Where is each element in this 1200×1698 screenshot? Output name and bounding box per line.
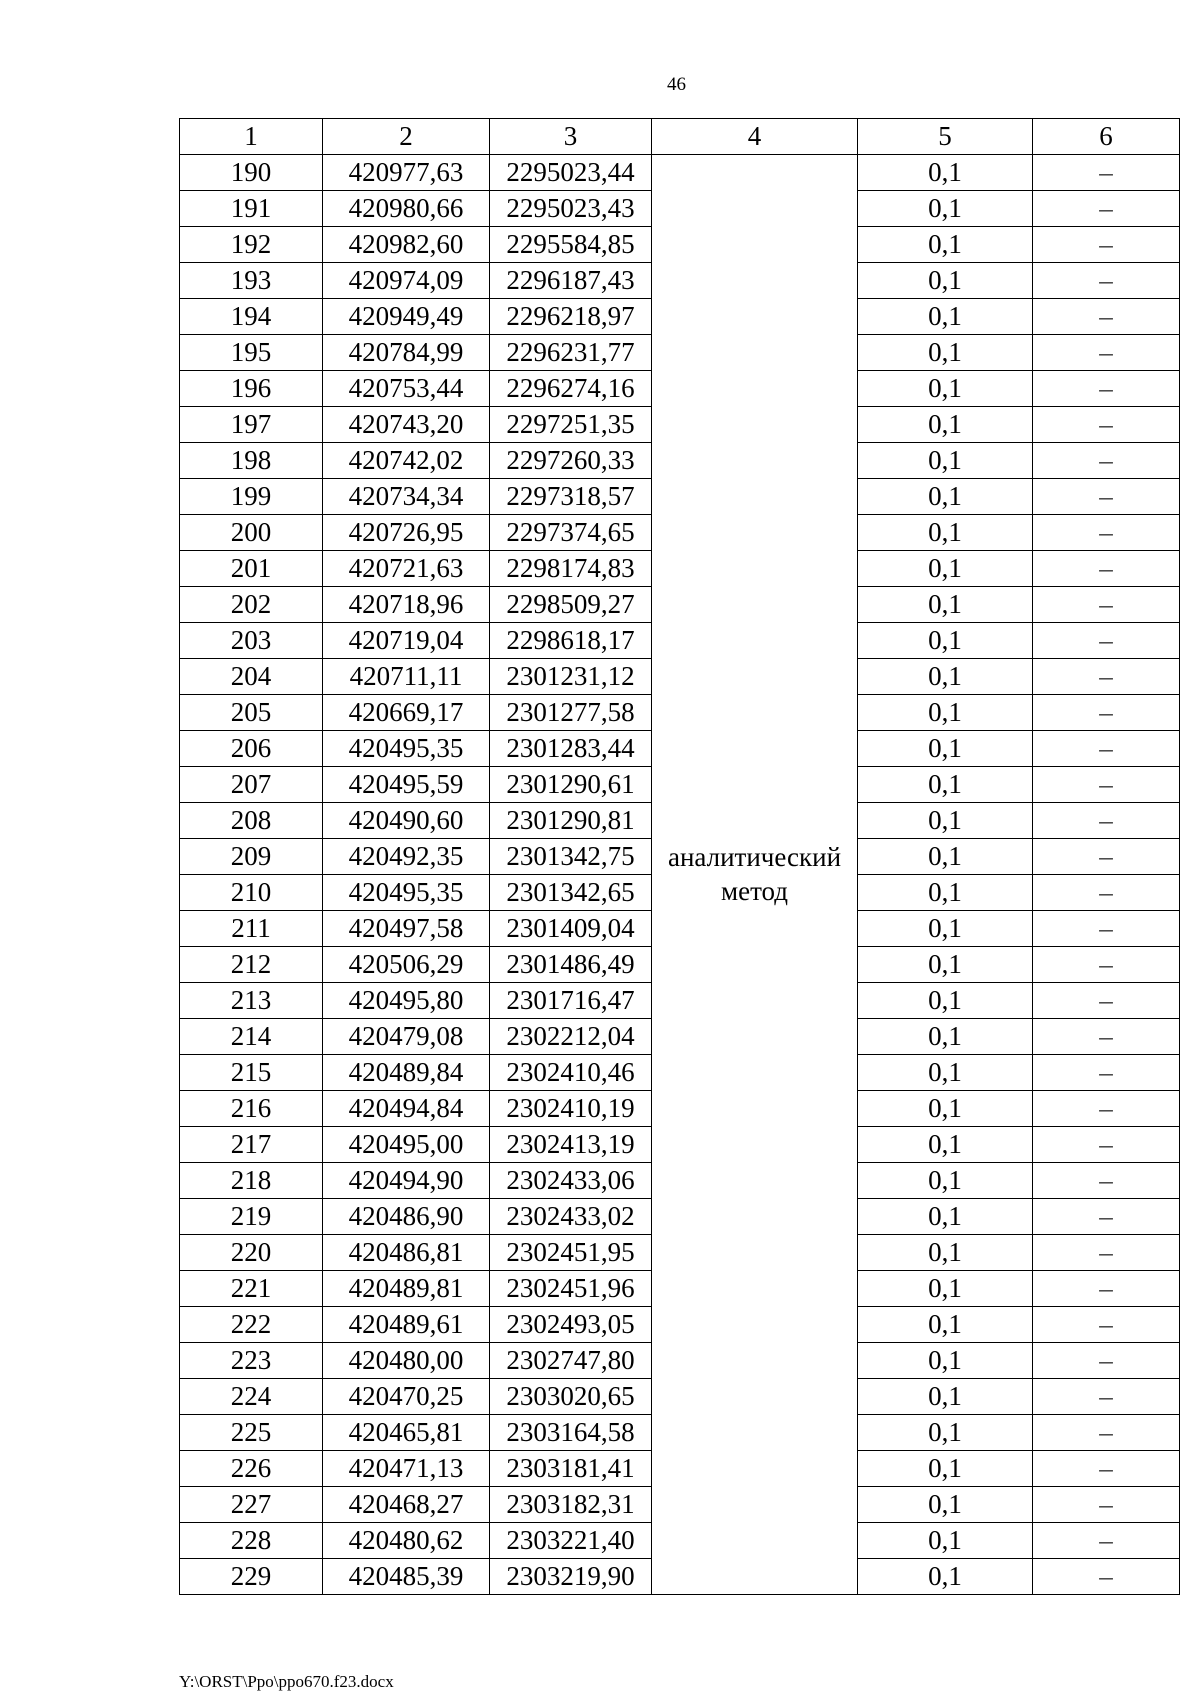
accuracy-cell: 0,1 [858,1415,1033,1451]
x-coordinate-cell: 420471,13 [323,1451,490,1487]
y-coordinate-cell: 2296274,16 [490,371,652,407]
y-coordinate-cell: 2302451,95 [490,1235,652,1271]
note-cell: – [1033,299,1180,335]
note-cell: – [1033,1235,1180,1271]
x-coordinate-cell: 420492,35 [323,839,490,875]
note-cell: – [1033,1343,1180,1379]
note-cell: – [1033,227,1180,263]
note-cell: – [1033,1307,1180,1343]
note-cell: – [1033,875,1180,911]
accuracy-cell: 0,1 [858,551,1033,587]
accuracy-cell: 0,1 [858,1091,1033,1127]
note-cell: – [1033,1271,1180,1307]
point-number-cell: 217 [180,1127,323,1163]
y-coordinate-cell: 2297260,33 [490,443,652,479]
note-cell: – [1033,1091,1180,1127]
y-coordinate-cell: 2295023,43 [490,191,652,227]
x-coordinate-cell: 420470,25 [323,1379,490,1415]
note-cell: – [1033,335,1180,371]
y-coordinate-cell: 2302747,80 [490,1343,652,1379]
point-number-cell: 226 [180,1451,323,1487]
x-coordinate-cell: 420486,90 [323,1199,490,1235]
note-cell: – [1033,515,1180,551]
y-coordinate-cell: 2296218,97 [490,299,652,335]
y-coordinate-cell: 2303181,41 [490,1451,652,1487]
point-number-cell: 218 [180,1163,323,1199]
point-number-cell: 203 [180,623,323,659]
accuracy-cell: 0,1 [858,1199,1033,1235]
table-row [180,155,1180,191]
y-coordinate-cell: 2296187,43 [490,263,652,299]
header-cell: 4 [652,119,858,155]
x-coordinate-cell: 420489,61 [323,1307,490,1343]
y-coordinate-cell: 2303020,65 [490,1379,652,1415]
accuracy-cell: 0,1 [858,1559,1033,1595]
y-coordinate-cell: 2303182,31 [490,1487,652,1523]
footer-file-path: Y:\ORST\Ppo\ppo670.f23.docx [179,1672,394,1691]
y-coordinate-cell: 2302410,46 [490,1055,652,1091]
y-coordinate-cell: 2297251,35 [490,407,652,443]
y-coordinate-cell: 2302410,19 [490,1091,652,1127]
accuracy-cell: 0,1 [858,1235,1033,1271]
point-number-cell: 191 [180,191,323,227]
accuracy-cell: 0,1 [858,767,1033,803]
point-number-cell: 207 [180,767,323,803]
note-cell: – [1033,911,1180,947]
note-cell: – [1033,371,1180,407]
y-coordinate-cell: 2301290,81 [490,803,652,839]
x-coordinate-cell: 420949,49 [323,299,490,335]
note-cell: – [1033,1163,1180,1199]
x-coordinate-cell: 420506,29 [323,947,490,983]
method-cell: аналитический метод [652,155,858,1595]
accuracy-cell: 0,1 [858,983,1033,1019]
point-number-cell: 216 [180,1091,323,1127]
note-cell: – [1033,191,1180,227]
point-number-cell: 224 [180,1379,323,1415]
point-number-cell: 209 [180,839,323,875]
point-number-cell: 205 [180,695,323,731]
y-coordinate-cell: 2301342,65 [490,875,652,911]
point-number-cell: 223 [180,1343,323,1379]
header-cell: 3 [490,119,652,155]
y-coordinate-cell: 2298174,83 [490,551,652,587]
note-cell: – [1033,479,1180,515]
point-number-cell: 213 [180,983,323,1019]
x-coordinate-cell: 420784,99 [323,335,490,371]
accuracy-cell: 0,1 [858,1127,1033,1163]
note-cell: – [1033,983,1180,1019]
accuracy-cell: 0,1 [858,1487,1033,1523]
note-cell: – [1033,659,1180,695]
accuracy-cell: 0,1 [858,1379,1033,1415]
x-coordinate-cell: 420977,63 [323,155,490,191]
point-number-cell: 220 [180,1235,323,1271]
x-coordinate-cell: 420480,62 [323,1523,490,1559]
y-coordinate-cell: 2295023,44 [490,155,652,191]
accuracy-cell: 0,1 [858,731,1033,767]
point-number-cell: 197 [180,407,323,443]
point-number-cell: 202 [180,587,323,623]
header-cell: 6 [1033,119,1180,155]
y-coordinate-cell: 2297374,65 [490,515,652,551]
header-cell: 1 [180,119,323,155]
accuracy-cell: 0,1 [858,299,1033,335]
x-coordinate-cell: 420485,39 [323,1559,490,1595]
note-cell: – [1033,407,1180,443]
point-number-cell: 195 [180,335,323,371]
note-cell: – [1033,1055,1180,1091]
x-coordinate-cell: 420468,27 [323,1487,490,1523]
y-coordinate-cell: 2296231,77 [490,335,652,371]
x-coordinate-cell: 420495,80 [323,983,490,1019]
point-number-cell: 212 [180,947,323,983]
point-number-cell: 210 [180,875,323,911]
y-coordinate-cell: 2302493,05 [490,1307,652,1343]
x-coordinate-cell: 420489,84 [323,1055,490,1091]
accuracy-cell: 0,1 [858,371,1033,407]
y-coordinate-cell: 2303164,58 [490,1415,652,1451]
note-cell: – [1033,947,1180,983]
x-coordinate-cell: 420497,58 [323,911,490,947]
page-number: 46 [667,74,686,95]
accuracy-cell: 0,1 [858,623,1033,659]
point-number-cell: 199 [180,479,323,515]
point-number-cell: 198 [180,443,323,479]
x-coordinate-cell: 420494,90 [323,1163,490,1199]
point-number-cell: 206 [180,731,323,767]
y-coordinate-cell: 2301342,75 [490,839,652,875]
y-coordinate-cell: 2303221,40 [490,1523,652,1559]
point-number-cell: 193 [180,263,323,299]
x-coordinate-cell: 420721,63 [323,551,490,587]
note-cell: – [1033,1451,1180,1487]
y-coordinate-cell: 2303219,90 [490,1559,652,1595]
accuracy-cell: 0,1 [858,191,1033,227]
accuracy-cell: 0,1 [858,1307,1033,1343]
accuracy-cell: 0,1 [858,407,1033,443]
point-number-cell: 222 [180,1307,323,1343]
point-number-cell: 228 [180,1523,323,1559]
note-cell: – [1033,1199,1180,1235]
y-coordinate-cell: 2302212,04 [490,1019,652,1055]
point-number-cell: 214 [180,1019,323,1055]
note-cell: – [1033,1415,1180,1451]
y-coordinate-cell: 2298509,27 [490,587,652,623]
note-cell: – [1033,1523,1180,1559]
y-coordinate-cell: 2302413,19 [490,1127,652,1163]
y-coordinate-cell: 2301716,47 [490,983,652,1019]
accuracy-cell: 0,1 [858,1019,1033,1055]
x-coordinate-cell: 420718,96 [323,587,490,623]
note-cell: – [1033,443,1180,479]
x-coordinate-cell: 420726,95 [323,515,490,551]
note-cell: – [1033,1127,1180,1163]
y-coordinate-cell: 2301277,58 [490,695,652,731]
y-coordinate-cell: 2302451,96 [490,1271,652,1307]
accuracy-cell: 0,1 [858,1055,1033,1091]
point-number-cell: 211 [180,911,323,947]
point-number-cell: 221 [180,1271,323,1307]
accuracy-cell: 0,1 [858,335,1033,371]
x-coordinate-cell: 420480,00 [323,1343,490,1379]
x-coordinate-cell: 420974,09 [323,263,490,299]
accuracy-cell: 0,1 [858,1523,1033,1559]
point-number-cell: 201 [180,551,323,587]
point-number-cell: 215 [180,1055,323,1091]
y-coordinate-cell: 2302433,02 [490,1199,652,1235]
point-number-cell: 227 [180,1487,323,1523]
x-coordinate-cell: 420495,59 [323,767,490,803]
y-coordinate-cell: 2302433,06 [490,1163,652,1199]
note-cell: – [1033,839,1180,875]
accuracy-cell: 0,1 [858,515,1033,551]
table-header-row [180,119,1180,155]
accuracy-cell: 0,1 [858,947,1033,983]
accuracy-cell: 0,1 [858,659,1033,695]
point-number-cell: 200 [180,515,323,551]
note-cell: – [1033,731,1180,767]
point-number-cell: 194 [180,299,323,335]
note-cell: – [1033,623,1180,659]
y-coordinate-cell: 2301283,44 [490,731,652,767]
note-cell: – [1033,1559,1180,1595]
y-coordinate-cell: 2301290,61 [490,767,652,803]
accuracy-cell: 0,1 [858,839,1033,875]
accuracy-cell: 0,1 [858,479,1033,515]
accuracy-cell: 0,1 [858,695,1033,731]
accuracy-cell: 0,1 [858,1163,1033,1199]
y-coordinate-cell: 2301486,49 [490,947,652,983]
accuracy-cell: 0,1 [858,1271,1033,1307]
accuracy-cell: 0,1 [858,155,1033,191]
x-coordinate-cell: 420495,35 [323,731,490,767]
note-cell: – [1033,263,1180,299]
x-coordinate-cell: 420465,81 [323,1415,490,1451]
table-body [180,155,1180,1595]
x-coordinate-cell: 420495,00 [323,1127,490,1163]
x-coordinate-cell: 420489,81 [323,1271,490,1307]
point-number-cell: 190 [180,155,323,191]
accuracy-cell: 0,1 [858,803,1033,839]
y-coordinate-cell: 2297318,57 [490,479,652,515]
y-coordinate-cell: 2298618,17 [490,623,652,659]
accuracy-cell: 0,1 [858,263,1033,299]
x-coordinate-cell: 420490,60 [323,803,490,839]
x-coordinate-cell: 420719,04 [323,623,490,659]
point-number-cell: 192 [180,227,323,263]
accuracy-cell: 0,1 [858,587,1033,623]
header-cell: 5 [858,119,1033,155]
point-number-cell: 225 [180,1415,323,1451]
accuracy-cell: 0,1 [858,1343,1033,1379]
note-cell: – [1033,695,1180,731]
coordinates-table [179,118,1180,1595]
note-cell: – [1033,803,1180,839]
point-number-cell: 196 [180,371,323,407]
y-coordinate-cell: 2301409,04 [490,911,652,947]
accuracy-cell: 0,1 [858,911,1033,947]
x-coordinate-cell: 420711,11 [323,659,490,695]
accuracy-cell: 0,1 [858,227,1033,263]
x-coordinate-cell: 420982,60 [323,227,490,263]
note-cell: – [1033,155,1180,191]
point-number-cell: 204 [180,659,323,695]
header-cell: 2 [323,119,490,155]
x-coordinate-cell: 420980,66 [323,191,490,227]
point-number-cell: 219 [180,1199,323,1235]
y-coordinate-cell: 2301231,12 [490,659,652,695]
note-cell: – [1033,551,1180,587]
note-cell: – [1033,767,1180,803]
x-coordinate-cell: 420743,20 [323,407,490,443]
note-cell: – [1033,1379,1180,1415]
point-number-cell: 229 [180,1559,323,1595]
x-coordinate-cell: 420734,34 [323,479,490,515]
y-coordinate-cell: 2295584,85 [490,227,652,263]
x-coordinate-cell: 420669,17 [323,695,490,731]
note-cell: – [1033,587,1180,623]
note-cell: – [1033,1487,1180,1523]
accuracy-cell: 0,1 [858,875,1033,911]
note-cell: – [1033,1019,1180,1055]
point-number-cell: 208 [180,803,323,839]
x-coordinate-cell: 420753,44 [323,371,490,407]
accuracy-cell: 0,1 [858,443,1033,479]
x-coordinate-cell: 420495,35 [323,875,490,911]
x-coordinate-cell: 420486,81 [323,1235,490,1271]
x-coordinate-cell: 420494,84 [323,1091,490,1127]
accuracy-cell: 0,1 [858,1451,1033,1487]
x-coordinate-cell: 420742,02 [323,443,490,479]
x-coordinate-cell: 420479,08 [323,1019,490,1055]
